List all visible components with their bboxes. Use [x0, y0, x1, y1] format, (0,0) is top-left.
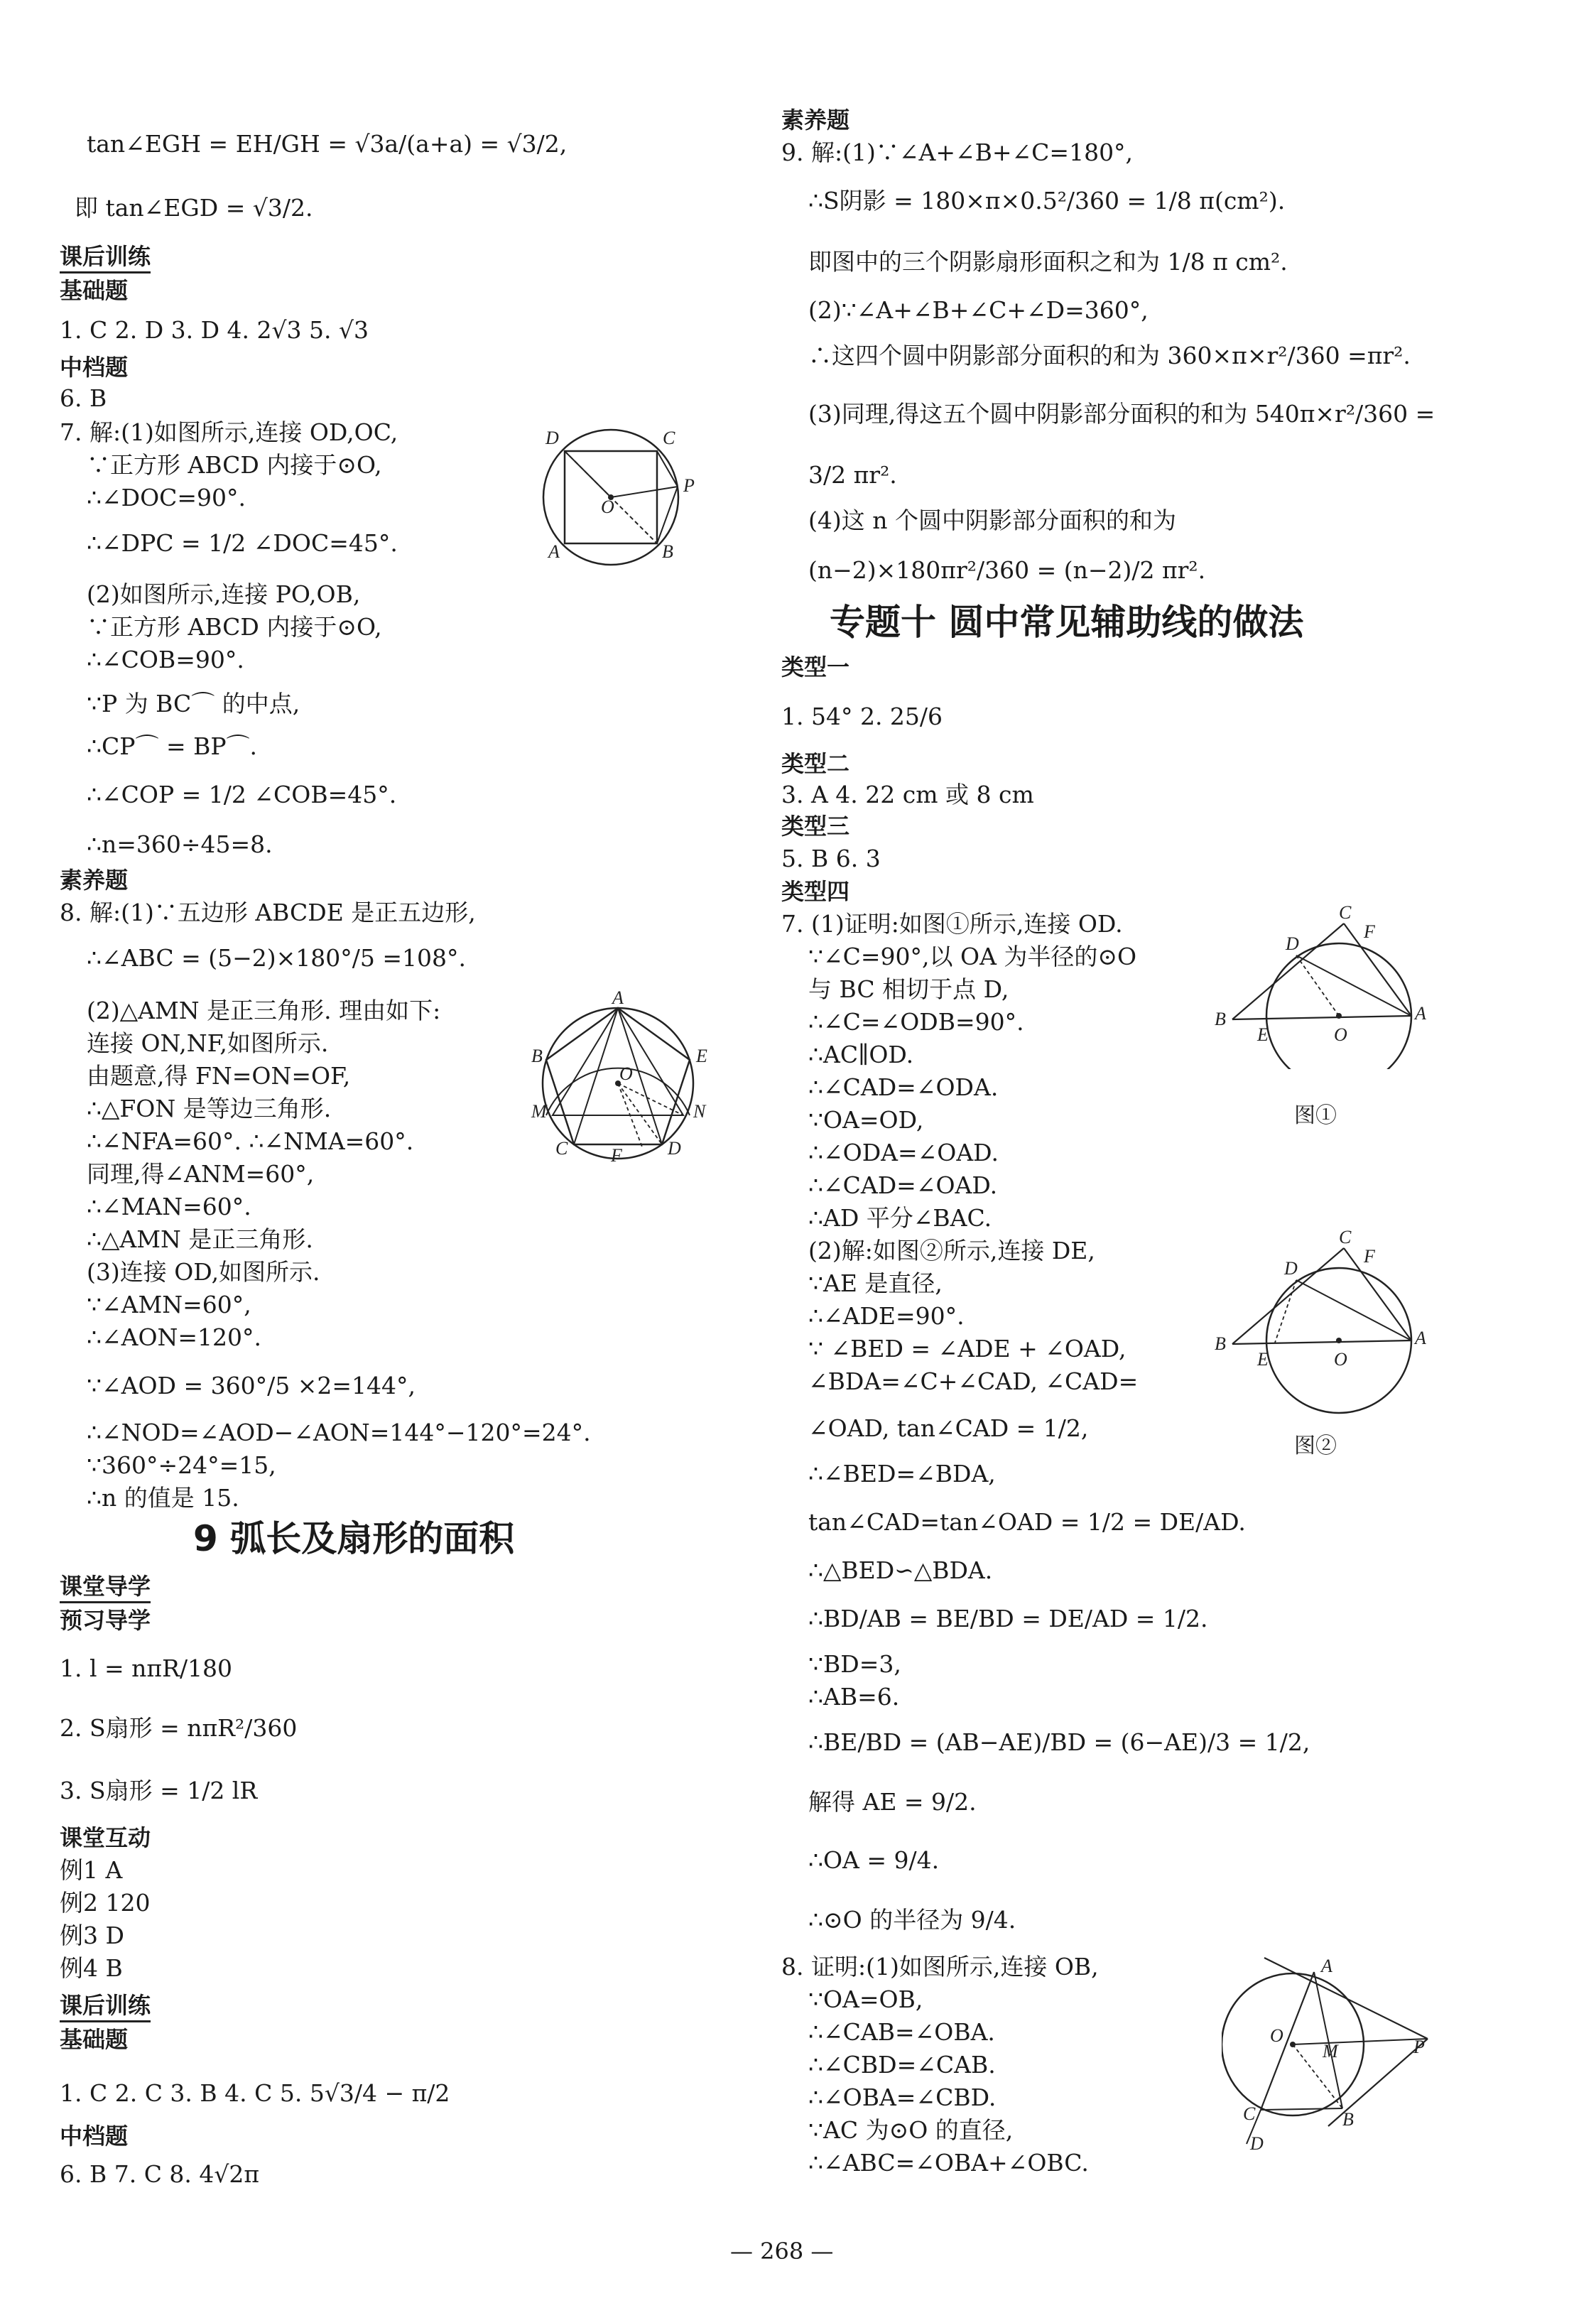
label-C: C [1339, 906, 1352, 923]
label-O: O [1270, 2025, 1283, 2046]
text-line: ∴n=360÷45=8. [87, 830, 273, 858]
text-line: ∵360°÷24°=15, [87, 1451, 276, 1479]
section-heading: 素养题 [60, 867, 129, 894]
chapter-title: 9 弧长及扇形的面积 [193, 1518, 515, 1559]
formula-line: 2. S扇形 = nπR²/360 [60, 1714, 298, 1742]
label-O: O [1334, 1024, 1347, 1045]
label-A: A [1321, 1956, 1332, 1976]
text-line: ∴n 的值是 15. [87, 1484, 239, 1512]
text-line: (2)△AMN 是正三角形. 理由如下: [87, 997, 441, 1024]
label-B: B [1342, 2109, 1354, 2130]
label-D: D [1284, 1258, 1298, 1279]
label-C: C [555, 1138, 568, 1159]
text-line: ∴BD/AB = BE/BD = DE/AD = 1/2. [808, 1605, 1208, 1632]
answer-line: 1. C 2. D 3. D 4. 2√3 5. √3 [60, 316, 369, 344]
label-D: D [545, 428, 559, 448]
answer-line: 5. B 6. 3 [781, 845, 881, 872]
answer-line: 1. 54° 2. 25/6 [781, 703, 943, 730]
section-heading: 课后训练 [60, 1990, 151, 2020]
text-line: ∵正方形 ABCD 内接于⊙O, [87, 613, 382, 641]
label-B: B [662, 541, 673, 562]
text-line: ∴∠AON=120°. [87, 1323, 262, 1351]
label-N: N [693, 1101, 706, 1122]
figure-3 [1222, 1952, 1435, 2151]
section-heading: 中档题 [60, 354, 129, 381]
label-D: D [1250, 2133, 1264, 2151]
text-line: 7. 解:(1)如图所示,连接 OD,OC, [60, 418, 398, 446]
text-line: ∠BDA=∠C+∠CAD, ∠CAD= [808, 1367, 1139, 1395]
text-line: (2)∵∠A+∠B+∠C+∠D=360°, [808, 296, 1149, 324]
text-line: ∴∠OBA=∠CBD. [808, 2084, 997, 2111]
text-line: ∴∠C=∠ODB=90°. [808, 1008, 1024, 1036]
chapter-title: 专题十 圆中常见辅助线的做法 [830, 602, 1304, 643]
text-line: 与 BC 相切于点 D, [808, 975, 1009, 1003]
answer-line: 1. C 2. C 3. B 4. C 5. 5√3/4 − π/2 [60, 2079, 450, 2107]
text-line: (3)同理,得这五个圆中阴影部分面积的和为 540π×r²/360 = [808, 400, 1435, 428]
text-line: 解得 AE = 9/2. [808, 1788, 977, 1816]
section-heading: 类型一 [781, 654, 850, 681]
label-M: M [531, 1101, 547, 1122]
figure-square-in-circle [533, 412, 717, 568]
answer-line: 例2 120 [60, 1889, 151, 1917]
section-heading: 基础题 [60, 277, 129, 304]
text-line: ∴∠COB=90°. [87, 646, 244, 673]
section-heading: 课堂互动 [60, 1824, 151, 1851]
label-A: A [548, 541, 560, 562]
text-line: (2)如图所示,连接 PO,OB, [87, 580, 361, 608]
label-C: C [1339, 1230, 1352, 1247]
text-line: ∵正方形 ABCD 内接于⊙O, [87, 451, 382, 479]
text-line: ∴∠ADE=90°. [808, 1302, 965, 1330]
text-line: ∴∠ODA=∠OAD. [808, 1139, 999, 1166]
text-line: ∴AC∥OD. [808, 1041, 914, 1068]
section-heading: 类型四 [781, 878, 850, 905]
text-line: 9. 解:(1)∵∠A+∠B+∠C=180°, [781, 139, 1134, 166]
text-line: 7. (1)证明:如图①所示,连接 OD. [781, 910, 1123, 938]
label-O: O [601, 497, 614, 517]
text-line: ∴∠CAD=∠OAD. [808, 1171, 998, 1199]
label-A: A [1415, 1003, 1426, 1024]
section-heading: 类型二 [781, 750, 850, 777]
figure-2 [1207, 1230, 1435, 1415]
figure-pentagon [526, 991, 717, 1176]
text-line: ∴∠NOD=∠AOD−∠AON=144°−120°=24°. [87, 1419, 591, 1446]
text-line: ∴∠ABC=∠OBA+∠OBC. [808, 2149, 1089, 2177]
figure-1 [1207, 906, 1435, 1069]
text-line: ∵BD=3, [808, 1650, 901, 1678]
text-line: ∵P 为 BC⌒ 的中点, [87, 690, 300, 717]
label-O: O [1334, 1349, 1347, 1370]
label-B: B [531, 1046, 543, 1066]
section-heading: 基础题 [60, 2026, 129, 2053]
section-heading: 中档题 [60, 2123, 129, 2150]
figure-caption: 图② [1294, 1434, 1337, 1458]
text-line: (3)连接 OD,如图所示. [87, 1258, 320, 1286]
text-line: ∵∠AMN=60°, [87, 1291, 251, 1318]
label-B: B [1215, 1333, 1226, 1354]
text-line: ∴∠DPC = 1/2 ∠DOC=45°. [87, 529, 398, 557]
text-line: tan∠CAD=tan∠OAD = 1/2 = DE/AD. [808, 1508, 1246, 1536]
text-line: ∵∠C=90°,以 OA 为半径的⊙O [808, 943, 1137, 970]
text-line: ∵AC 为⊙O 的直径, [808, 2116, 1014, 2144]
text-line: 8. 证明:(1)如图所示,连接 OB, [781, 1953, 1099, 1981]
label-P: P [683, 475, 695, 496]
answer-line: 例1 A [60, 1856, 123, 1884]
label-A: A [1415, 1328, 1426, 1348]
text-line: ∴S阴影 = 180×π×0.5²/360 = 1/8 π(cm²). [808, 187, 1286, 215]
text-line: ∴CP⌒ = BP⌒. [87, 732, 258, 760]
text-line: ∴∠CAB=∠OBA. [808, 2018, 995, 2046]
answer-line: 3. A 4. 22 cm 或 8 cm [781, 781, 1034, 808]
text-line: ∴OA = 9/4. [808, 1846, 940, 1874]
label-F: F [1364, 921, 1375, 942]
text-line: ∵ ∠BED = ∠ADE + ∠OAD, [808, 1335, 1127, 1362]
text-line: 3/2 πr². [808, 461, 897, 489]
section-heading: 课堂导学 [60, 1571, 151, 1601]
label-A: A [612, 991, 624, 1008]
page-number: — 268 — [730, 2238, 834, 2265]
text-line: tan∠EGH = EH/GH = √3a/(a+a) = √3/2, [87, 130, 568, 158]
text-line: ∴∠ABC = (5−2)×180°/5 =108°. [87, 944, 466, 972]
answer-line: 6. B 7. C 8. 4√2π [60, 2160, 260, 2188]
text-line: ∴这四个圆中阴影部分面积的和为 360×π×r²/360 =πr². [808, 342, 1411, 369]
answer-line: 6. B [60, 384, 107, 412]
label-F: F [611, 1145, 622, 1166]
label-C: C [663, 428, 675, 448]
section-heading: 预习导学 [60, 1607, 151, 1634]
label-M: M [1323, 2041, 1338, 2062]
text-line: 同理,得∠ANM=60°, [87, 1160, 315, 1188]
label-C: C [1243, 2103, 1256, 2124]
label-O: O [619, 1063, 633, 1084]
text-line: 即图中的三个阴影扇形面积之和为 1/8 π cm². [808, 248, 1288, 276]
section-heading: 素养题 [781, 107, 850, 134]
text-line: ∠OAD, tan∠CAD = 1/2, [808, 1414, 1089, 1442]
label-D: D [1286, 933, 1299, 954]
text-line: 连接 ON,NF,如图所示. [87, 1029, 329, 1057]
formula-line: 3. S扇形 = 1/2 lR [60, 1777, 258, 1804]
text-line: ∵OA=OB, [808, 1985, 923, 2013]
text-line: ∴BE/BD = (AB−AE)/BD = (6−AE)/3 = 1/2, [808, 1728, 1310, 1756]
text-line: ∵∠AOD = 360°/5 ×2=144°, [87, 1372, 416, 1399]
text-line: ∴∠DOC=90°. [87, 484, 246, 511]
text-line: ∴⊙O 的半径为 9/4. [808, 1906, 1016, 1934]
text-line: ∴∠CBD=∠CAB. [808, 2051, 996, 2079]
text-line: ∴∠CAD=∠ODA. [808, 1073, 999, 1101]
label-E: E [1257, 1024, 1269, 1045]
text-line: ∴∠BED=∠BDA, [808, 1460, 996, 1488]
formula-line: 1. l = nπR/180 [60, 1654, 233, 1682]
answer-line: 例3 D [60, 1922, 124, 1949]
text-line: (n−2)×180πr²/360 = (n−2)/2 πr². [808, 556, 1206, 584]
section-heading: 课后训练 [60, 242, 151, 271]
label-P: P [1413, 2037, 1425, 2057]
text-line: ∴△AMN 是正三角形. [87, 1225, 313, 1253]
text-line: ∴△BED∽△BDA. [808, 1556, 993, 1584]
text-line: ∵OA=OD, [808, 1106, 924, 1134]
label-B: B [1215, 1009, 1226, 1029]
label-E: E [1257, 1349, 1269, 1370]
text-line: (4)这 n 个圆中阴影部分面积的和为 [808, 506, 1176, 534]
text-line: ∴△FON 是等边三角形. [87, 1095, 332, 1122]
label-F: F [1364, 1246, 1375, 1267]
text-line: ∵AE 是直径, [808, 1269, 943, 1297]
text-line: ∴AD 平分∠BAC. [808, 1204, 992, 1232]
section-heading: 类型三 [781, 813, 850, 840]
text-line: ∴AB=6. [808, 1683, 900, 1711]
label-E: E [696, 1046, 707, 1066]
label-D: D [668, 1138, 681, 1159]
figure-caption: 图① [1294, 1103, 1337, 1128]
text-line: ∴∠NFA=60°. ∴∠NMA=60°. [87, 1127, 414, 1155]
text-line: (2)解:如图②所示,连接 DE, [808, 1237, 1095, 1264]
answer-line: 例4 B [60, 1954, 123, 1982]
text-line: ∴∠COP = 1/2 ∠COB=45°. [87, 781, 397, 808]
text-line: ∴∠MAN=60°. [87, 1193, 251, 1220]
text-line: 即 tan∠EGD = √3/2. [75, 194, 313, 222]
text-line: 8. 解:(1)∵五边形 ABCDE 是正五边形, [60, 899, 476, 926]
text-line: 由题意,得 FN=ON=OF, [87, 1062, 351, 1090]
